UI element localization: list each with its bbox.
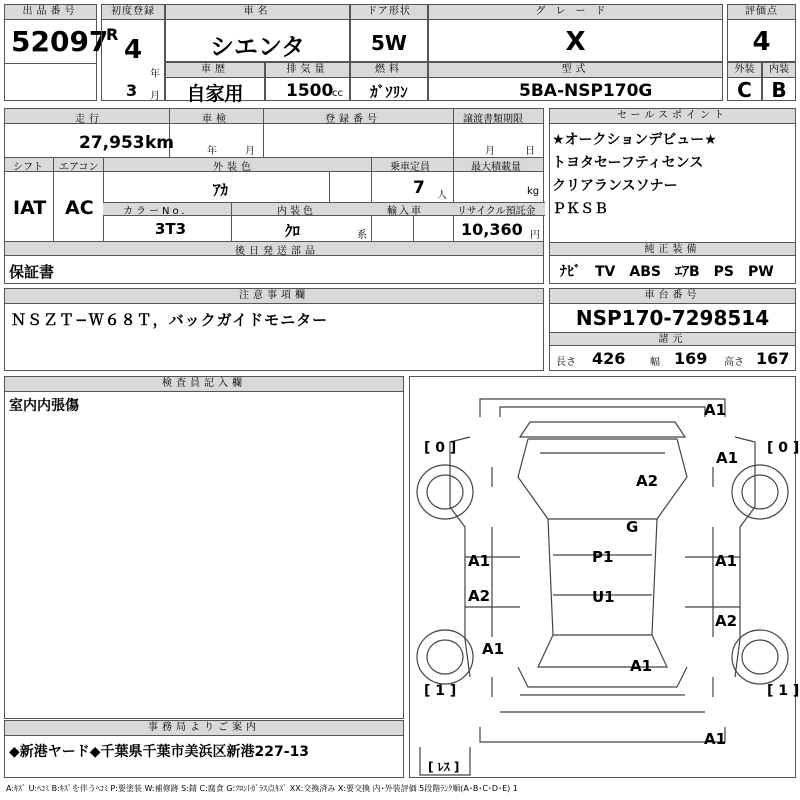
capacity-label: 乗車定員 (390, 162, 430, 173)
inspector-label: 検査員記入欄 (5, 377, 403, 392)
mark-front-seat: P1 (592, 548, 614, 566)
year-unit: 年 (150, 69, 160, 80)
mileage: 27,953 (79, 133, 145, 153)
history: 自家用 (186, 83, 244, 105)
notes: ＮＳＺＴ−Ｗ６８Ｔ，バックガイドモニター (11, 311, 329, 329)
score: 4 (752, 27, 771, 57)
km-unit: km (145, 133, 175, 153)
reg-year: 4 (124, 35, 143, 65)
later-parts: 保証書 (9, 263, 55, 281)
mark-hood: A1 (716, 449, 739, 467)
recycle-fee: 10,360 (461, 220, 523, 239)
score-box (727, 4, 796, 62)
history-label: 車歴 (166, 63, 264, 78)
tire-rl-value: [ 1 ] (424, 683, 457, 699)
grade-label: グレード (429, 5, 722, 20)
length-label: 長さ (556, 357, 576, 368)
office-box (4, 720, 404, 778)
details-box (4, 108, 544, 284)
fuel-label: 燃料 (351, 63, 427, 78)
reg-month: 3 (126, 81, 138, 100)
intcolor-label: 内装色 (277, 206, 316, 217)
lot-box (4, 4, 109, 101)
office-text: ◆新港ヤード◆千葉県千葉市美浜区新港227-13 (9, 744, 310, 760)
cc-unit: cc (332, 88, 343, 99)
sales-points-label: セールスポイント (550, 109, 795, 124)
model-box (428, 62, 723, 101)
history-box (165, 62, 265, 105)
tire-fr-value: [ 0 ] (767, 440, 800, 456)
sales-line-4: ＰＫＳＢ (552, 201, 608, 217)
fuel: ｶﾞｿﾘﾝ (370, 83, 408, 101)
transfer-label: 譲渡書類期限 (463, 114, 523, 125)
sales-line-3: クリアランスソナー (552, 178, 678, 194)
sales-line-2: トヨタセーフティセンス (552, 155, 704, 171)
equipment-label: 純正装備 (550, 242, 795, 256)
mark-rear-deck: A1 (630, 657, 653, 675)
inspector-box (4, 376, 404, 719)
door-box (350, 4, 428, 62)
first-registration-box (101, 4, 165, 101)
equipment: ﾅﾋﾞ TV ABS ｴｱB PS PW (560, 264, 774, 280)
inspector-notes: 室内内張傷 (9, 398, 79, 414)
interior-label: 内装 (763, 63, 795, 78)
month-unit: 月 (150, 91, 160, 102)
ac-label: エアコン (59, 162, 99, 173)
color-number: 3T3 (155, 220, 187, 238)
load-unit: kg (527, 186, 540, 197)
mark-front-left-door: A1 (468, 552, 491, 570)
recycle-label: リサイクル預託金 (457, 206, 536, 217)
ac: AC (65, 197, 94, 219)
grade: X (565, 27, 586, 57)
shift-label: シフト (13, 162, 43, 173)
grade-box (428, 4, 723, 62)
import-label: 輸入車 (387, 206, 423, 217)
mark-front-bumper: A1 (704, 401, 727, 419)
width: 169 (674, 349, 708, 368)
capacity-unit: 人 (437, 190, 447, 201)
reg-era: R (106, 25, 119, 44)
load-label: 最大積載量 (471, 162, 521, 173)
door-label: ドア形状 (351, 5, 427, 20)
height-label: 高さ (724, 357, 744, 368)
regno-label: 登録番号 (325, 114, 381, 125)
fuel-box (350, 62, 428, 101)
mileage-label: 走行 (75, 114, 103, 125)
transfer-month-unit: 月 (485, 146, 495, 157)
later-parts-label: 後日発送部品 (235, 246, 319, 257)
interior-box (762, 62, 796, 101)
dims-label: 諸元 (550, 332, 795, 346)
vehicle-name-box (165, 4, 350, 62)
reg-label: 初度登録 (102, 5, 164, 20)
sales-line-1: ★オークションデビュー★ (552, 132, 717, 148)
mark-rear-bumper: A1 (704, 730, 727, 748)
chassis-label: 車台番号 (550, 289, 795, 304)
mark-front-right-door: A1 (715, 552, 738, 570)
exterior-color: ｱｶ (213, 181, 229, 199)
lot-label: 出品番号 (5, 5, 96, 20)
tire-rr-value: [ 1 ] (767, 683, 800, 699)
spare-tire: [ ﾚｽ ] (428, 760, 460, 774)
length: 426 (592, 349, 626, 368)
mark-roof: A2 (636, 472, 659, 490)
color-label: 外装色 (213, 162, 255, 173)
sales-points-box (549, 108, 796, 284)
model-label: 型式 (429, 63, 722, 78)
interior-grade: B (771, 78, 787, 102)
exterior-grade: C (737, 78, 752, 102)
office-label: 事務局よりご案内 (5, 721, 403, 736)
score-label: 評価点 (728, 5, 795, 20)
car-outline (410, 377, 795, 777)
lot-number: 52097 (11, 25, 109, 58)
mark-glass: G (626, 518, 639, 536)
mark-rear-right-door: A2 (715, 612, 738, 630)
height: 167 (756, 349, 790, 368)
exterior-box (727, 62, 762, 101)
notes-box (4, 288, 544, 371)
displacement: 1500 (286, 81, 334, 101)
model: 5BA-NSP170G (519, 81, 653, 101)
exterior-label: 外装 (728, 63, 761, 78)
width-label: 幅 (650, 357, 660, 368)
colorno-label: カラーNo. (123, 206, 188, 217)
door-type: 5W (371, 31, 407, 55)
mark-rear-seat: U1 (592, 588, 615, 606)
mark-rear-left-door: A2 (468, 587, 491, 605)
damage-diagram (409, 376, 800, 778)
mark-rear-left-fender: A1 (482, 640, 505, 658)
notes-label: 注意事項欄 (5, 289, 543, 304)
transfer-day-unit: 日 (525, 146, 535, 157)
vehicle-name: シエンタ (209, 33, 306, 61)
chassis-box (549, 288, 796, 371)
capacity: 7 (413, 178, 425, 198)
displacement-label: 排気量 (266, 63, 349, 78)
chassis-number: NSP170-7298514 (575, 306, 770, 330)
interior-color: ｸﾛ (285, 222, 301, 240)
displacement-box (265, 62, 350, 101)
name-label: 車名 (166, 5, 349, 20)
inspection-label: 車検 (202, 114, 230, 125)
legend: A:ｷｽﾞ U:ﾍｺﾐ B:ｷｽﾞを伴うﾍｺﾐ P:要塗装 W:補修跡 S:錆 C:腐食 G:ﾌﾛﾝﾄｶﾞﾗｽ点ｷｽﾞ XX:交換済み X:要交換 内･外装評価 5段階ﾗﾝｸ順(A･B･C･D･E) 1 (6, 784, 518, 793)
tire-fl-value: [ 0 ] (424, 440, 457, 456)
insp-year-unit: 年 (207, 146, 217, 157)
recycle-unit: 円 (530, 230, 540, 241)
intcolor-unit: 系 (357, 230, 367, 241)
shift: IAT (13, 197, 47, 219)
insp-month-unit: 月 (245, 146, 255, 157)
